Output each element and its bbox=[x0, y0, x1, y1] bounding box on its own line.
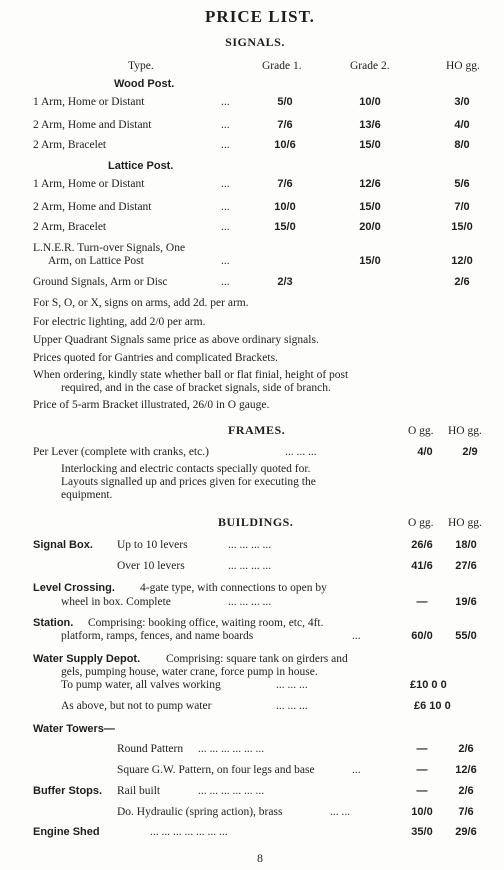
leader-dots: ... bbox=[221, 96, 230, 108]
grade2-price: 15/0 bbox=[359, 255, 381, 267]
list-item: 2 Arm, Home and Distant bbox=[33, 119, 152, 131]
grade2-price: 15/0 bbox=[359, 201, 381, 213]
grade2-price: 13/6 bbox=[359, 119, 381, 131]
lattice-post-heading: Lattice Post. bbox=[108, 160, 174, 172]
ho-price: 2/6 bbox=[454, 276, 470, 288]
grade1-price: 10/0 bbox=[274, 201, 296, 213]
signals-heading: SIGNALS. bbox=[225, 35, 285, 49]
ho-price: 3/0 bbox=[454, 96, 470, 108]
leader-dots: ... bbox=[221, 201, 230, 213]
engine-shed-name: Engine Shed bbox=[33, 826, 100, 838]
frames-note: equipment. bbox=[61, 489, 113, 501]
o-price: 26/6 bbox=[411, 539, 433, 551]
water-supply-desc: To pump water, all valves working bbox=[61, 679, 221, 691]
water-supply-desc: gels, pumping house, water crane, force pump in house. bbox=[61, 666, 318, 678]
grade1-price: 7/6 bbox=[277, 119, 293, 131]
leader-dots: ... ... ... bbox=[276, 700, 308, 712]
water-supply-desc: As above, but not to pump water bbox=[61, 700, 212, 712]
grade1-price: 5/0 bbox=[277, 96, 293, 108]
col-type-header: Type. bbox=[128, 60, 154, 72]
water-towers-name: Water Towers— bbox=[33, 723, 115, 735]
signal-box-name: Signal Box. bbox=[33, 539, 93, 551]
level-crossing-name: Level Crossing. bbox=[33, 582, 115, 594]
ho-price: 15/0 bbox=[451, 221, 473, 233]
level-crossing-desc: 4-gate type, with connections to open by bbox=[140, 582, 327, 594]
ground-signals-label: Ground Signals, Arm or Disc bbox=[33, 276, 168, 288]
ho-price: 19/6 bbox=[455, 596, 477, 608]
leader-dots: ... ... ... ... bbox=[228, 596, 272, 608]
leader-dots: ... bbox=[221, 139, 230, 151]
list-item: 2 Arm, Home and Distant bbox=[33, 201, 152, 213]
leader-dots: ... ... ... ... bbox=[228, 560, 272, 572]
leader-dots: ... bbox=[221, 178, 230, 190]
page-number: 8 bbox=[257, 851, 263, 865]
list-item: 1 Arm, Home or Distant bbox=[33, 178, 145, 190]
signals-note: When ordering, kindly state whether ball or flat finial, height of post bbox=[33, 369, 349, 381]
wood-post-heading: Wood Post. bbox=[114, 78, 175, 90]
leader-dots: ... ... ... ... ... ... bbox=[198, 785, 265, 797]
leader-dots: ... ... ... bbox=[276, 679, 308, 691]
ho-price: 2/6 bbox=[458, 743, 474, 755]
level-crossing-desc: wheel in box. Complete bbox=[61, 596, 171, 608]
o-price: 41/6 bbox=[411, 560, 433, 572]
station-name: Station. bbox=[33, 617, 74, 629]
leader-dots: ... bbox=[221, 221, 230, 233]
page-title: PRICE LIST. bbox=[205, 7, 315, 26]
grade1-price: 15/0 bbox=[274, 221, 296, 233]
grade1-price: 2/3 bbox=[277, 276, 293, 288]
signal-box-desc: Over 10 levers bbox=[117, 560, 185, 572]
o-price: — bbox=[416, 596, 428, 608]
list-item: 2 Arm, Bracelet bbox=[33, 221, 107, 233]
o-price: 35/0 bbox=[411, 826, 433, 838]
ho-price: 27/6 bbox=[455, 560, 477, 572]
leader-dots: ... bbox=[352, 630, 361, 642]
water-supply-name: Water Supply Depot. bbox=[33, 653, 141, 665]
grade1-price: 7/6 bbox=[277, 178, 293, 190]
ho-price: 18/0 bbox=[455, 539, 477, 551]
leader-dots: ... bbox=[221, 276, 230, 288]
o-price: — bbox=[416, 743, 428, 755]
o-price: 4/0 bbox=[417, 446, 433, 458]
o-price: — bbox=[416, 785, 428, 797]
frames-heading: FRAMES. bbox=[228, 423, 286, 437]
signals-note: Upper Quadrant Signals same price as above ordinary signals. bbox=[33, 334, 319, 346]
list-item: 1 Arm, Home or Distant bbox=[33, 96, 145, 108]
signals-note: Price of 5-arm Bracket illustrated, 26/0 in O gauge. bbox=[33, 399, 270, 411]
hydraulic-label: Do. Hydraulic (spring action), brass bbox=[117, 806, 283, 818]
leader-dots: ... ... bbox=[330, 806, 351, 818]
grade2-price: 15/0 bbox=[359, 139, 381, 151]
buildings-heading: BUILDINGS. bbox=[218, 515, 294, 529]
ho-price: 4/0 bbox=[454, 119, 470, 131]
grade2-price: 12/6 bbox=[359, 178, 381, 190]
ho-price: 7/6 bbox=[458, 806, 474, 818]
o-price: £10 0 0 bbox=[410, 679, 447, 691]
frames-note: Layouts signalled up and prices given for executing the bbox=[61, 476, 316, 488]
leader-dots: ... ... ... ... bbox=[228, 539, 272, 551]
grade1-price: 10/6 bbox=[274, 139, 296, 151]
ho-price: 29/6 bbox=[455, 826, 477, 838]
buffer-stops-name: Buffer Stops. bbox=[33, 785, 103, 797]
square-pattern-label: Square G.W. Pattern, on four legs and base bbox=[117, 764, 315, 776]
per-lever-label: Per Lever (complete with cranks, etc.) bbox=[33, 446, 209, 458]
o-price: — bbox=[416, 764, 428, 776]
station-desc: platform, ramps, fences, and name boards bbox=[61, 630, 254, 642]
leader-dots: ... bbox=[221, 255, 230, 267]
ho-price: 12/6 bbox=[455, 764, 477, 776]
ho-price: 5/6 bbox=[454, 178, 470, 190]
grade2-price: 10/0 bbox=[359, 96, 381, 108]
leader-dots: ... bbox=[352, 764, 361, 776]
station-desc: Comprising: booking office, waiting room, etc, 4ft. bbox=[88, 617, 324, 629]
o-price: 60/0 bbox=[411, 630, 433, 642]
signals-note: Prices quoted for Gantries and complicated Brackets. bbox=[33, 352, 278, 364]
leader-dots: ... bbox=[221, 119, 230, 131]
ho-price: 12/0 bbox=[451, 255, 473, 267]
leader-dots: ... ... ... bbox=[285, 446, 317, 458]
frames-col-ho: HO gg. bbox=[448, 425, 482, 437]
grade2-price: 20/0 bbox=[359, 221, 381, 233]
buildings-col-o: O gg. bbox=[408, 517, 434, 529]
lner-label-line2: Arm, on Lattice Post bbox=[48, 255, 144, 267]
o-price: 10/0 bbox=[411, 806, 433, 818]
leader-dots: ... ... ... ... ... ... bbox=[198, 743, 265, 755]
ho-price: 2/6 bbox=[458, 785, 474, 797]
signals-note: For electric lighting, add 2/0 per arm. bbox=[33, 316, 206, 328]
round-pattern-label: Round Pattern bbox=[117, 743, 184, 755]
ho-price: 2/9 bbox=[462, 446, 478, 458]
buffer-stops-desc: Rail built bbox=[117, 785, 161, 797]
ho-price: 8/0 bbox=[454, 139, 470, 151]
buildings-col-ho: HO gg. bbox=[448, 517, 482, 529]
ho-price: 55/0 bbox=[455, 630, 477, 642]
ho-price: 7/0 bbox=[454, 201, 470, 213]
leader-dots: ... ... ... ... ... ... ... bbox=[150, 826, 228, 838]
frames-col-o: O gg. bbox=[408, 425, 434, 437]
col-grade2-header: Grade 2. bbox=[350, 60, 390, 72]
signals-note: required, and in the case of bracket signals, side of branch. bbox=[61, 382, 331, 394]
col-ho-header: HO gg. bbox=[446, 60, 480, 72]
water-supply-desc: Comprising: square tank on girders and bbox=[166, 653, 348, 665]
lner-label-line1: L.N.E.R. Turn-over Signals, One bbox=[33, 242, 186, 254]
signal-box-desc: Up to 10 levers bbox=[117, 539, 188, 551]
list-item: 2 Arm, Bracelet bbox=[33, 139, 107, 151]
o-price: £6 10 0 bbox=[414, 700, 451, 712]
signals-note: For S, O, or X, signs on arms, add 2d. per arm. bbox=[33, 297, 249, 309]
col-grade1-header: Grade 1. bbox=[262, 60, 302, 72]
frames-note: Interlocking and electric contacts specially quoted for. bbox=[61, 463, 311, 475]
